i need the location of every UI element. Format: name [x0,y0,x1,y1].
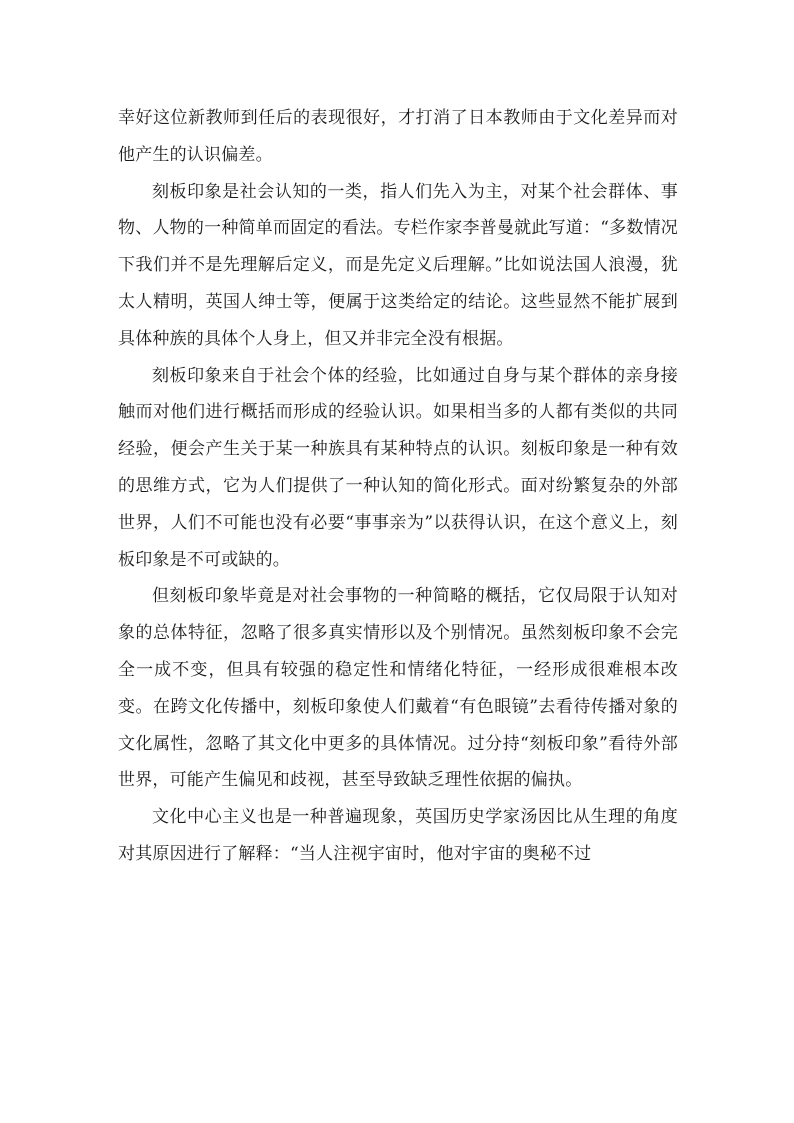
paragraph-4: 但刻板印象毕竟是对社会事物的一种简略的概括，它仅局限于认知对象的总体特征，忽略了很多真实情形以及个别情况。虽然刻板印象不会完全一成不变，但具有较强的稳定性和情绪化特征，一经形成很难根本改变。在跨文化传播中，刻板印象使人们戴着“有色眼镜”去看待传播对象的文化属性，忽略了其文化中更多的具体情况。过分持“刻板印象”看待外部世界，可能产生偏见和歧视，甚至导致缺乏理性依据的偏执。 [118,586,678,791]
paragraph-1: 幸好这位新教师到任后的表现很好，才打消了日本教师由于文化差异而对他产生的认识偏差。 [118,108,678,165]
paragraph-5: 文化中心主义也是一种普遍现象，英国历史学家汤因比从生理的角度对其原因进行了解释：“当人注视宇宙时，他对宇宙的奥秘不过 [118,807,678,864]
body-text [118,100,678,873]
paragraph-2: 刻板印象是社会认知的一类，指人们先入为主，对某个社会群体、事物、人物的一种简单而固定的看法。专栏作家李普曼就此写道：“多数情况下我们并不是先理解后定义，而是先定义后理解。”比如说法国人浪漫，犹太人精明，英国人绅士等，便属于这类给定的结论。这些显然不能扩展到具体种族的具体个人身上，但又并非完全没有根据。 [118,181,678,349]
paragraph-3: 刻板印象来自于社会个体的经验，比如通过自身与某个群体的亲身接触而对他们进行概括而形成的经验认识。如果相当多的人都有类似的共同经验，便会产生关于某一种族具有某种特点的认识。刻板印象是一种有效的思维方式，它为人们提供了一种认知的简化形式。面对纷繁复杂的外部世界，人们不可能也没有必要“事事亲为”以获得认识，在这个意义上，刻板印象是不可或缺的。 [118,365,678,570]
